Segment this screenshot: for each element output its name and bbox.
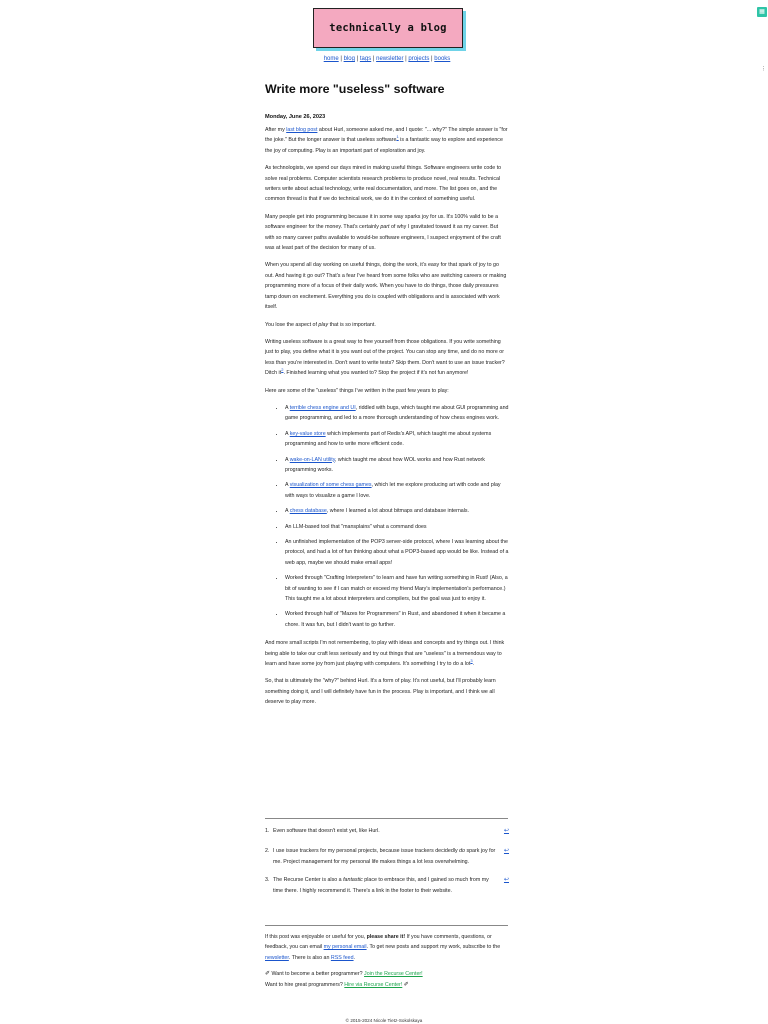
footnote-number: 3. — [265, 877, 270, 884]
text: A — [285, 404, 290, 411]
text: place to embrace this, and I gained so much from my time there. I highly recommend it. There's a link in the footer to their website. — [273, 877, 489, 894]
footnote-back-icon[interactable]: ↩ — [503, 877, 509, 884]
paragraph: As technologists, we spend our days mired in making useful things. Software engineers write code to solve real problems. Computer scientists research problems to produce novel, real results. Technical writers write about actual technology, write real documentation, and more. The list goes on, and the common thread is that if we do technical work, we do it in the context of something useful. — [265, 165, 502, 203]
text: , where I learned a lot about bitmaps and database internals. — [326, 508, 470, 515]
useless-projects-list — [265, 403, 509, 630]
list-item — [285, 455, 509, 476]
footnote-text — [273, 875, 499, 896]
pin-icon: ✐ — [403, 981, 409, 988]
paragraph — [265, 337, 509, 379]
list-item: • Worked through half of "Mazes for Programmers" in Rust, and abandoned it when it became a chore. It was fun, but I didn't want to go further. — [285, 609, 509, 630]
emphasis: part — [380, 224, 390, 231]
text: , which let me explore producing art with code and play with ways to visualize a game I love. — [285, 482, 501, 499]
site-logo-text: technically a blog — [329, 22, 447, 34]
footnote-ref-1[interactable]: 1 — [396, 134, 399, 140]
recurse-line-1 — [265, 969, 509, 979]
text: . — [353, 954, 356, 961]
text: . — [472, 661, 475, 668]
text: I use issue trackers for my personal projects, because issue trackers decidedly — [273, 848, 460, 855]
pin-icon: ✐ — [265, 971, 271, 978]
nav-sep: | — [354, 56, 360, 62]
text: A — [285, 430, 290, 437]
nav-sep: | — [371, 56, 377, 62]
text: Want to become a better programmer? — [270, 971, 365, 978]
extension-badge-icon[interactable]: ▦ — [757, 7, 767, 17]
nav-projects-link[interactable]: projects — [408, 56, 430, 62]
post-body — [265, 125, 509, 715]
text: And more small scripts I'm not remembering, to play with ideas and concepts and try things out. I think being able to take our craft less seriously and try out things that are "useless" is a tremendous way to learn and have some joy from just playing with computers. It's something I try to do a lot — [265, 640, 505, 668]
text: After my — [265, 127, 287, 133]
text: , which taught me about how WOL works and how Rust network programming works. — [285, 456, 485, 473]
chess-visualization-link[interactable]: visualization of some chess games — [289, 482, 372, 489]
footnote-2 — [265, 846, 509, 867]
paragraph: Here are some of the "useless" things I've written in the past few years to play: — [265, 387, 449, 394]
list-item — [285, 403, 509, 424]
text: Want to hire great programmers? — [265, 981, 345, 988]
nav-blog-link[interactable]: blog — [343, 56, 355, 62]
text: . To get new posts and support my work, subscribe to the — [366, 944, 501, 951]
chess-engine-link[interactable]: terrible chess engine and UI — [289, 404, 356, 411]
text: of why I gravitated toward it as my career. But with so many career paths available to would-be software engineers, I suspect enjoyment of the craft was at least part of the decision for many of us. — [265, 224, 501, 252]
nav-books-link[interactable]: books — [434, 56, 451, 62]
emphasis: do — [459, 848, 465, 855]
footnote-number: 2. — [265, 848, 270, 855]
list-item: • An unfinished implementation of the POP3 server-side protocol, where I was learning about the protocol, and had a lot of fun thinking about what a POP3-based app would be like. Instead of a web app, maybe we should make email apps! — [285, 537, 509, 568]
recurse-center-promo — [265, 969, 509, 990]
text: Many people get into programming because it in some way sparks joy for us. It's 100% valid to be a software engineer for the money. That's certainly — [265, 213, 499, 231]
text: You lose the aspect of — [265, 321, 319, 328]
nav-sep: | — [429, 56, 435, 62]
key-value-store-link[interactable]: key-value store — [289, 430, 326, 437]
footnotes-divider — [265, 818, 508, 819]
list-item — [285, 480, 509, 501]
list-item — [285, 506, 509, 516]
footnotes — [265, 826, 509, 904]
text: The Recurse Center is also a — [273, 877, 344, 884]
nav-newsletter-link[interactable]: newsletter — [376, 56, 404, 62]
text: If this post was enjoyable or useful for you, — [265, 934, 367, 940]
paragraph: When you spend all day working on useful things, doing the work, it's easy for that spark of joy to go out. And having it go out? That's a fear I've heard from some folks who are switching careers or making programming more of a focus of their daily work. When you have to do things, those daily pressures tamp down on excitement. Everything you do is coupled with obligations and is associated with work itself. — [265, 262, 507, 311]
share-section — [265, 932, 509, 990]
side-tab-icon[interactable]: ⁝ — [762, 66, 765, 73]
hire-recurse-link[interactable]: Hire via Recurse Center! — [344, 981, 403, 988]
share-callout: please share it! — [366, 934, 406, 940]
footnote-back-icon[interactable]: ↩ — [503, 848, 509, 855]
footnote-text: Even software that doesn't exist yet, like Hurl. — [273, 828, 380, 834]
paragraph: So, that is ultimately the "why?" behind Hurl. It's a form of play. It's not useful, but I'll probably learn something doing it, and I will definitely have fun in the process. Play is important, and I think we all deserve to play more. — [265, 678, 496, 706]
newsletter-link[interactable]: newsletter — [265, 954, 289, 961]
site-footer: © 2015-2024 Nicole Tietz-Sokolskaya — [345, 1018, 423, 1023]
footnote-3 — [265, 875, 509, 896]
post-title: Write more "useless" software — [265, 82, 445, 96]
share-divider — [265, 925, 508, 926]
list-item: • Worked through "Crafting Interpreters" to learn and have fun writing something in Rust! (Also, a bit of wanting to see if I can match or exceed my friend Mary's implementation's performance.) This taught me a lot about interpreters and compilers, but the goal was just to enjoy it. — [285, 573, 509, 604]
text: . There is also an — [288, 954, 331, 961]
recurse-line-2 — [265, 980, 509, 990]
text: spark joy for me. Project management for my personal life makes things a lot less overwhelming. — [273, 848, 496, 865]
text: If you have comments, questions, or feedback, you can email — [265, 934, 492, 951]
site-logo[interactable] — [313, 8, 463, 48]
post-date: Monday, June 26, 2023 — [265, 114, 326, 120]
text: , riddled with bugs, which taught me about GUI programming and game programming, and led to a more thorough understanding of how chess engines work. — [285, 404, 509, 422]
paragraph — [265, 125, 509, 156]
nav-tags-link[interactable]: tags — [359, 56, 372, 62]
personal-email-link[interactable]: my personal email — [323, 944, 367, 951]
chess-database-link[interactable]: chess database — [289, 508, 327, 515]
footnote-ref-2[interactable]: 2 — [281, 367, 284, 373]
share-paragraph — [265, 932, 509, 963]
text: is a fantastic way to explore and experience the joy of computing. Play is an important part of exploration and joy. — [265, 137, 503, 154]
top-nav — [313, 56, 461, 62]
nav-sep: | — [403, 56, 409, 62]
footnote-text — [273, 846, 499, 867]
last-post-link[interactable]: last blog post — [286, 127, 318, 133]
paragraph — [265, 212, 509, 254]
wol-utility-link[interactable]: wake-on-LAN utility — [289, 456, 335, 463]
footnote-ref-3[interactable]: 3 — [470, 658, 473, 664]
text: . Finished learning what you wanted to? Stop the project if it's not fun anymore! — [283, 370, 469, 377]
emphasis: play — [318, 321, 329, 328]
nav-home-link[interactable]: home — [323, 56, 339, 62]
list-item: • An LLM-based tool that "mansplains" what a command does — [285, 522, 509, 532]
footnote-number: 1. — [265, 828, 270, 834]
text: which implements part of Redis's API, which taught me about systems programming and how to write more efficient code. — [285, 430, 492, 448]
text: A — [285, 508, 290, 515]
footnote-1 — [265, 826, 509, 836]
text: about Hurl, someone asked me, and I quote: "... why?" The simple answer is "for the joke." But the longer answer is that useless software — [265, 127, 508, 144]
paragraph — [265, 320, 509, 330]
text: A — [285, 456, 290, 463]
emphasis: fantastic — [343, 877, 363, 884]
join-recurse-link[interactable]: Join the Recurse Center! — [364, 971, 423, 978]
text: that is so important. — [328, 321, 376, 328]
paragraph — [265, 638, 509, 669]
text: A — [285, 482, 290, 489]
list-item — [285, 429, 509, 450]
nav-sep: | — [338, 56, 344, 62]
text: Writing useless software is a great way to free yourself from those obligations. If you write something just to play, you define what it is you want out of the project. You can stop any time, and do no more or less than you're interested in. Don't want to write tests? Skip them. Don't want to use an issue tracker? Ditch it — [265, 338, 505, 377]
footnote-back-icon[interactable]: ↩ — [503, 828, 509, 834]
rss-feed-link[interactable]: RSS feed — [330, 954, 354, 961]
